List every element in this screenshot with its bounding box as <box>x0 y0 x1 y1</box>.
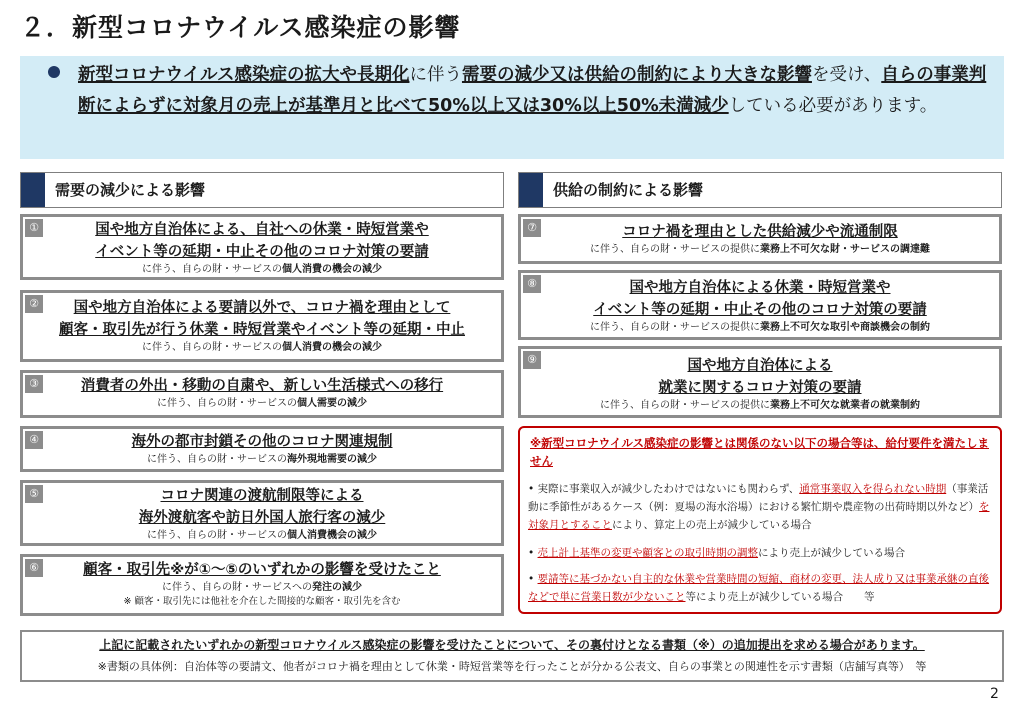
card-number-badge: ④ <box>25 431 43 449</box>
exclusion-notice-title: ※新型コロナウイルス感染症の影響とは関係のない以下の場合等は、給付要件を満たしません <box>530 436 989 468</box>
summary-text-part: を受け、 <box>811 65 882 85</box>
card-heading: 国や地方自治体による休業・時短営業や <box>629 280 891 296</box>
card-heading: 顧客・取引先が行う休業・時短営業やイベント等の延期・中止 <box>59 322 465 338</box>
card-subtext: に伴う、自らの財・サービスの提供に業務上不可欠な就業者の就業制約 <box>600 400 920 411</box>
impact-card-4 <box>20 426 504 472</box>
impact-card-7 <box>518 214 1002 264</box>
card-number-badge: ③ <box>25 375 43 393</box>
card-heading: 消費者の外出・移動の自粛や、新しい生活様式への移行 <box>80 378 444 394</box>
card-subtext: に伴う、自らの財・サービスの個人消費の機会の減少 <box>142 342 382 353</box>
header-accent-bar <box>21 173 45 207</box>
footer-note-examples: ※書類の具体例：自治体等の要請文、他者がコロナ禍を理由として休業・時短営業等を行ったことが分かる公表文、自らの事業との関連性を示す書類（店舗写真等） 等 <box>97 660 927 673</box>
card-heading: 国や地方自治体による <box>687 358 833 374</box>
impact-card-9 <box>518 346 1002 418</box>
impact-card-6 <box>20 554 504 616</box>
card-number-badge: ⑥ <box>25 559 43 577</box>
slide-title: ２．新型コロナウイルス感染症の影響 <box>20 13 461 42</box>
bullet-dot-icon <box>48 66 60 78</box>
card-number-badge: ⑨ <box>523 351 541 369</box>
card-heading: 国や地方自治体による、自社への休業・時短営業や <box>95 222 429 238</box>
card-subtext: に伴う、自らの財・サービスの海外現地需要の減少 <box>147 454 377 465</box>
exclusion-item-1: • 実際に事業収入が減少したわけではないにも関わらず、通常事業収入を得られない時期（事業活動に季節性があるケース（例：夏場の海水浴場）における繁忙期や農産物の出荷時期以外など）を対象月とすることにより、算定上の売上が減少している場合 <box>528 483 990 531</box>
header-accent-bar <box>519 173 543 207</box>
exclusion-item-3: • 要請等に基づかない自主的な休業や営業時間の短縮、商材の変更、法人成り又は事業承継の直後などで単に営業日数が少ないこと等により売上が減少している場合 等 <box>528 573 990 603</box>
impact-card-8 <box>518 270 1002 340</box>
impact-card-2 <box>20 290 504 362</box>
page-number: 2 <box>990 686 999 702</box>
card-heading: 顧客・取引先※が①～⑤のいずれかの影響を受けたこと <box>83 562 441 578</box>
card-number-badge: ⑧ <box>523 275 541 293</box>
card-heading: コロナ禍を理由とした供給減少や流通制限 <box>622 224 898 240</box>
card-heading: 海外の都市封鎖その他のコロナ関連規制 <box>131 434 393 450</box>
card-subtext: に伴う、自らの財・サービスの提供に業務上不可欠な取引や商談機会の制約 <box>590 322 930 333</box>
card-heading: 海外渡航客や訪日外国人旅行客の減少 <box>138 510 386 526</box>
card-number-badge: ⑤ <box>25 485 43 503</box>
summary-emphasis: 新型コロナウイルス感染症の拡大や長期化 <box>78 65 410 85</box>
card-subtext: に伴う、自らの財・サービスの個人需要の減少 <box>157 398 367 409</box>
card-footnote: ※ 顧客・取引先には他社を介在した間接的な顧客・取引先を含む <box>123 596 401 607</box>
card-heading: イベント等の延期・中止その他のコロナ対策の要請 <box>95 244 429 260</box>
card-subtext: に伴う、自らの財・サービスの個人消費機会の減少 <box>147 530 377 541</box>
demand-header-label: 需要の減少による影響 <box>55 181 206 199</box>
demand-section-header <box>20 172 504 208</box>
exclusion-item-2: • 売上計上基準の変更や顧客との取引時期の調整により売上が減少している場合 <box>528 547 906 559</box>
footer-note-main: 上記に記載されたいずれかの新型コロナウイルス感染症の影響を受けたことについて、その裏付けとなる書類（※）の追加提出を求める場合があります。 <box>99 638 925 652</box>
card-subtext: に伴う、自らの財・サービスの提供に業務上不可欠な財・サービスの調達難 <box>590 244 930 255</box>
impact-card-3 <box>20 370 504 418</box>
card-number-badge: ② <box>25 295 43 313</box>
card-subtext: に伴う、自らの財・サービスへの発注の減少 <box>162 582 362 593</box>
card-subtext: に伴う、自らの財・サービスの個人消費の機会の減少 <box>142 264 382 275</box>
card-number-badge: ① <box>25 219 43 237</box>
supply-header-label: 供給の制約による影響 <box>553 181 704 199</box>
summary-text <box>78 60 988 122</box>
card-heading: 就業に関するコロナ対策の要請 <box>658 380 862 396</box>
summary-emphasis: 需要の減少又は供給の制約により大きな影響 <box>461 65 812 85</box>
summary-text-part: に伴う <box>409 65 462 85</box>
card-number-badge: ⑦ <box>523 219 541 237</box>
card-heading: コロナ関連の渡航制限等による <box>160 488 364 504</box>
impact-card-1 <box>20 214 504 280</box>
summary-emphasis: 自らの事業判断によらずに対象月の売上が基準月と比べて50%以上又は30%以上50%未満減少 <box>78 65 987 116</box>
summary-text-part: している必要があります。 <box>728 96 938 116</box>
card-heading: イベント等の延期・中止その他のコロナ対策の要請 <box>593 302 927 318</box>
card-heading: 国や地方自治体による要請以外で、コロナ禍を理由として <box>73 300 451 316</box>
supply-section-header <box>518 172 1002 208</box>
impact-card-5 <box>20 480 504 546</box>
